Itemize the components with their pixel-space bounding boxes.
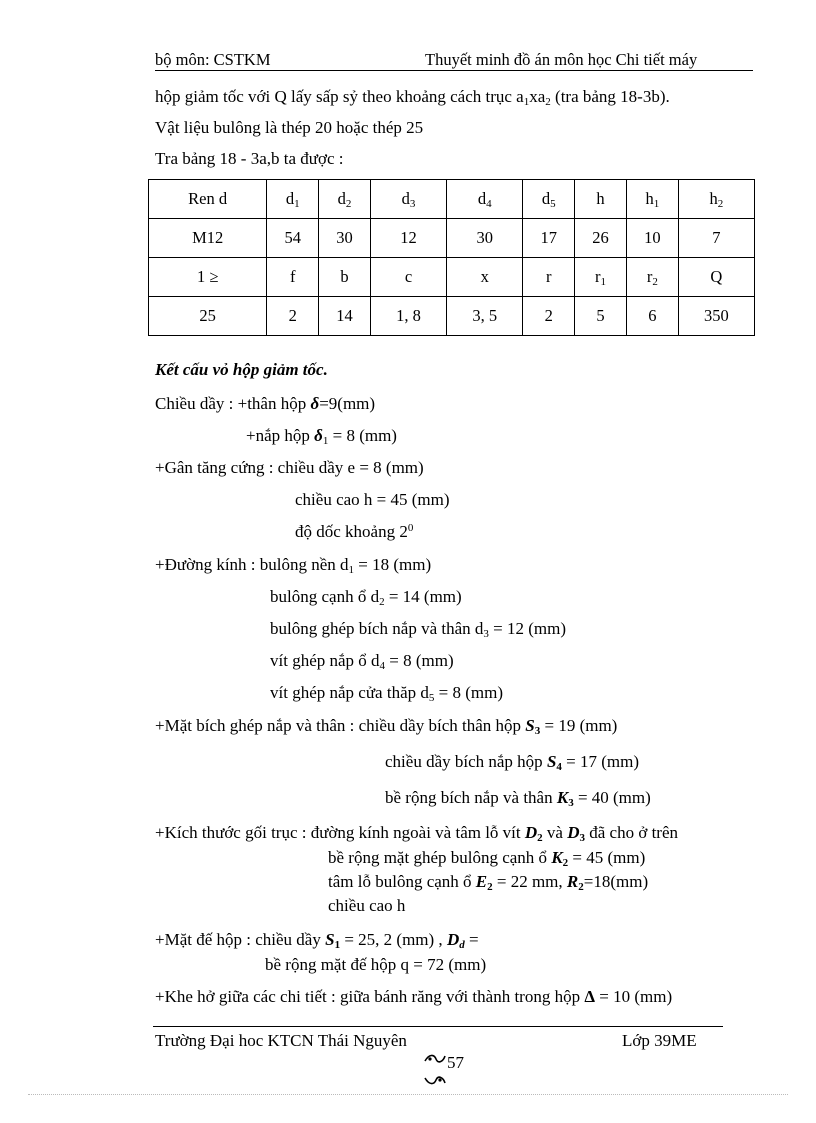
table-cell: 14 [319, 297, 371, 336]
table-cell: $d_5$ [523, 180, 575, 219]
bearing-line-3: tâm lỗ bulông cạnh ổ $E_2 = 22$ mm, $R_2=18(mm)$ [328, 872, 649, 893]
table-cell: 1, 8 [370, 297, 446, 336]
footer-right: Lớp 39ME [622, 1031, 697, 1050]
table-cell: 10 [626, 219, 678, 258]
table-cell: M12 [149, 219, 267, 258]
flange-line-3: bề rộng bích nắp và thân $K_3 = 40$ (mm) [385, 788, 651, 809]
flourish-icon [424, 1073, 446, 1087]
header-right: Thuyết minh đồ án môn học Chi tiết máy [425, 50, 698, 69]
table-cell: 30 [447, 219, 523, 258]
page-number: 57 [447, 1053, 464, 1072]
table-row-header-1 [149, 180, 755, 219]
table-cell: 12 [370, 219, 446, 258]
intro-line-2: Vật liệu bulông là thép 20 hoặc thép 25 [155, 118, 424, 137]
diameter-line-5: vít ghép nắp cửa thăp $d_5 = 8$ (mm) [270, 683, 503, 704]
table-cell: 1 ≥ [149, 258, 267, 297]
intro-line-3: Tra bảng 18 - 3a,b ta được : [155, 149, 344, 168]
intro-line-1: hộp giảm tốc với Q lấy sấp sỷ theo khoảng cách trục $a_1xa_2$ (tra bảng 18-3b). [155, 87, 670, 108]
base-line-1: +Mặt đế hộp : chiều dầy $S_1 = 25$, 2 (mm) , $D_d$ = [155, 930, 479, 951]
footer-left: Trường Đại hoc KTCN Thái Nguyên [155, 1031, 407, 1050]
table-cell: 25 [149, 297, 267, 336]
table-cell: 26 [575, 219, 627, 258]
flange-line-1: +Mặt bích ghép nắp và thân : chiều dầy bích thân hộp $S_3 = 19$ (mm) [155, 716, 618, 737]
wall-thickness-line: Chiều dầy : +thân hộp δ=9(mm) [155, 394, 376, 413]
diameter-line-4: vít ghép nắp ổ $d_4 = 8$ (mm) [270, 651, 454, 672]
section-title: Kết cấu vỏ hộp giảm tốc. [155, 360, 328, 379]
table-cell: 54 [267, 219, 319, 258]
table-cell: b [319, 258, 371, 297]
table-cell: $d_2$ [319, 180, 371, 219]
table-cell: Ren d [149, 180, 267, 219]
gap-line: +Khe hở giữa các chi tiết : giữa bánh răng với thành trong hộp Δ = 10 (mm) [155, 987, 673, 1006]
table-cell: x [447, 258, 523, 297]
table-cell: $r_2$ [626, 258, 678, 297]
rib-line-2: chiều cao h = 45 (mm) [295, 490, 450, 509]
table-row-values-1 [149, 219, 755, 258]
header-rule [155, 70, 753, 71]
table-cell: $d_1$ [267, 180, 319, 219]
lid-thickness-line: +nắp hộp $\delta_1 = 8$ (mm) [246, 426, 397, 447]
bearing-line-1: +Kích thước gối trục : đường kính ngoài và tâm lỗ vít $D_2$ và $D_3$ đã cho ở trên [155, 823, 679, 844]
bearing-line-4: chiều cao h [328, 896, 406, 915]
bolt-spec-table [148, 179, 755, 336]
table-row-values-2 [149, 297, 755, 336]
rib-line-1: +Gân tăng cứng : chiều dầy e = 8 (mm) [155, 458, 424, 477]
page-ornament-bottom [424, 1072, 446, 1092]
flourish-icon [424, 1052, 446, 1066]
page-ornament-top [424, 1051, 446, 1071]
table-cell: 6 [626, 297, 678, 336]
base-line-2: bề rộng mặt đế hộp q = 72 (mm) [265, 955, 487, 974]
table-cell: 2 [267, 297, 319, 336]
table-cell: $d_3$ [370, 180, 446, 219]
table-cell: 2 [523, 297, 575, 336]
header-left: bộ môn: CSTKM [155, 50, 271, 69]
table-cell: h [575, 180, 627, 219]
table-cell: Q [678, 258, 754, 297]
table-cell: 3, 5 [447, 297, 523, 336]
table-cell: 350 [678, 297, 754, 336]
footer-rule [153, 1026, 723, 1027]
table-cell: 7 [678, 219, 754, 258]
rib-line-3: độ dốc khoảng $2^0$ [295, 522, 414, 541]
diameter-line-2: bulông cạnh ổ $d_2 = 14$ (mm) [270, 587, 462, 608]
table-cell: $d_4$ [447, 180, 523, 219]
table-cell: $h_1$ [626, 180, 678, 219]
table-cell: $h_2$ [678, 180, 754, 219]
table-cell: c [370, 258, 446, 297]
diameter-line-3: bulông ghép bích nắp và thân $d_3 = 12$ (mm) [270, 619, 567, 640]
diameter-line-1: +Đường kính : bulông nền $d_1 = 18$ (mm) [155, 555, 432, 576]
table-cell: $r_1$ [575, 258, 627, 297]
table-row-header-2 [149, 258, 755, 297]
flange-line-2: chiều dầy bích nắp hộp $S_4 = 17$ (mm) [385, 752, 640, 773]
table-cell: 5 [575, 297, 627, 336]
table-cell: 17 [523, 219, 575, 258]
bearing-line-2: bề rộng mặt ghép bulông cạnh ổ $K_2 = 45$ (mm) [328, 848, 646, 869]
table-cell: 30 [319, 219, 371, 258]
table-cell: f [267, 258, 319, 297]
table-cell: r [523, 258, 575, 297]
page-bottom-dotted-rule [28, 1094, 788, 1095]
